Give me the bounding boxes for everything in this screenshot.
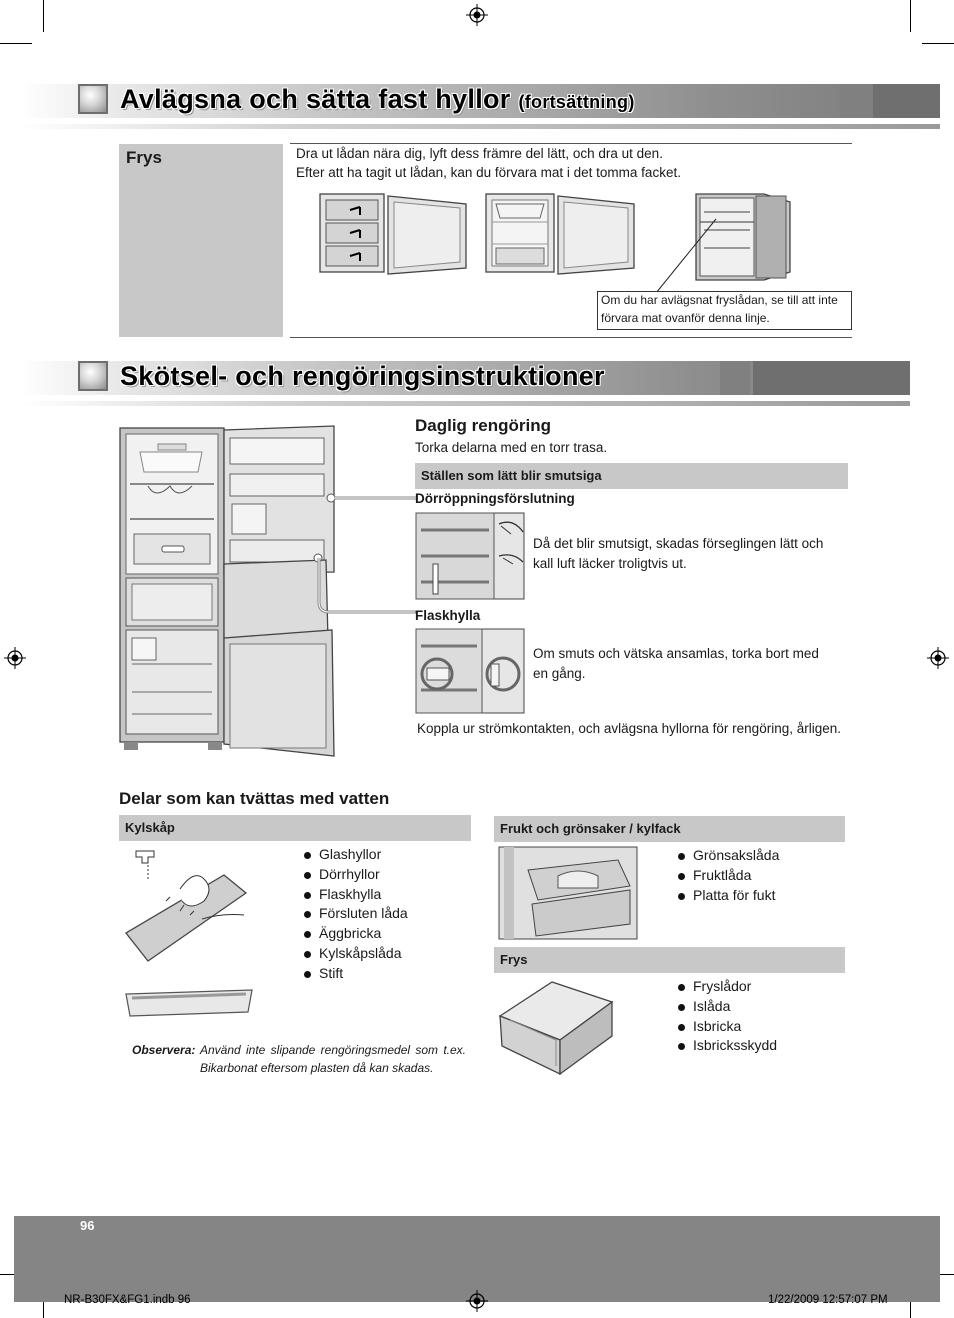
list-item: Försluten låda	[302, 904, 408, 924]
frukt-list	[676, 846, 779, 905]
note-text: Bikarbonat eftersom plasten då kan skadas.	[200, 1061, 434, 1075]
kylskap-list	[302, 845, 408, 984]
frys-label-box	[119, 144, 283, 337]
print-slug-left: NR-B30FX&FG1.indb 96	[64, 1294, 191, 1306]
door-shelf-illustration	[124, 986, 254, 1020]
list-item: Isbricka	[676, 1017, 777, 1037]
daily-cleaning-heading: Daglig rengöring	[415, 416, 551, 435]
fridge-open-illustration	[118, 424, 338, 760]
callout-text: Om du har avlägsnat fryslådan, se till att inte	[601, 293, 838, 307]
list-item: Dörrhyllor	[302, 865, 408, 885]
list-item: Fryslådor	[676, 977, 777, 997]
frukt-bar: Frukt och grönsaker / kylfack	[494, 816, 845, 842]
registration-mark-icon	[927, 647, 949, 669]
divider	[290, 337, 852, 338]
section-header-rule	[20, 401, 910, 406]
list-item: Äggbricka	[302, 924, 408, 944]
door-seal-text: Då det blir smutsigt, skadas förseglingen lätt och	[533, 536, 824, 551]
bottle-shelf-text: Om smuts och vätska ansamlas, torka bort med	[533, 646, 819, 661]
list-item: Islåda	[676, 997, 777, 1017]
kylskap-bar: Kylskåp	[119, 815, 471, 841]
leader-line	[315, 556, 415, 616]
washable-parts-heading: Delar som kan tvättas med vatten	[119, 789, 390, 808]
note-text: Använd inte slipande rengöringsmedel som t.ex.	[200, 1043, 466, 1057]
list-item: Isbricksskydd	[676, 1036, 777, 1056]
dirty-spots-bar: Ställen som lätt blir smutsiga	[415, 463, 848, 489]
door-seal-illustration	[415, 512, 525, 600]
yearly-cleaning-text: Koppla ur strömkontakten, och avlägsna hyllorna för rengöring, årligen.	[417, 721, 841, 736]
daily-cleaning-intro: Torka delarna med en torr trasa.	[415, 440, 608, 455]
list-item: Fruktlåda	[676, 866, 779, 886]
washing-shelf-illustration	[124, 845, 248, 969]
callout-text: förvara mat ovanför denna linje.	[601, 311, 770, 325]
bottle-shelf-text: en gång.	[533, 666, 586, 681]
list-item: Kylskåpslåda	[302, 944, 408, 964]
section-title: Skötsel- och rengöringsinstruktioner	[120, 361, 605, 391]
freezer-drawer-illustration	[498, 980, 614, 1076]
door-seal-text: kall luft läcker troligtvis ut.	[533, 556, 687, 571]
note-label: Observera:	[132, 1043, 196, 1057]
section-title: Avlägsna och sätta fast hyllor (fortsättning)	[120, 84, 635, 114]
registration-mark-icon	[466, 1290, 488, 1312]
frys-label: Frys	[126, 148, 162, 167]
vegetable-drawer-illustration	[498, 846, 638, 940]
page-number: 96	[80, 1218, 95, 1233]
section-bullet-icon	[78, 361, 108, 391]
list-item: Flaskhylla	[302, 885, 408, 905]
bottle-shelf-illustration	[415, 628, 525, 714]
bottle-shelf-title: Flaskhylla	[415, 608, 481, 623]
instruction-text: Efter att ha tagit ut lådan, kan du förvara mat i det tomma facket.	[296, 165, 681, 180]
section-bullet-icon	[78, 84, 108, 114]
frys-list	[676, 977, 777, 1056]
frys-bar: Frys	[494, 947, 845, 973]
callout-leader-line	[650, 215, 730, 295]
registration-mark-icon	[4, 647, 26, 669]
list-item: Glashyllor	[302, 845, 408, 865]
print-slug-right: 1/22/2009 12:57:07 PM	[768, 1294, 888, 1306]
instruction-text: Dra ut lådan nära dig, lyft dess främre del lätt, och dra ut den.	[296, 146, 663, 161]
section-header-rule	[20, 124, 940, 129]
crop-mark	[910, 0, 911, 32]
crop-mark	[43, 0, 44, 32]
door-seal-title: Dörröppningsförslutning	[415, 491, 575, 506]
freezer-drawers-illustration	[318, 192, 470, 276]
freezer-empty-illustration	[484, 192, 636, 276]
crop-mark	[0, 43, 32, 44]
list-item: Stift	[302, 964, 408, 984]
registration-mark-icon	[466, 4, 488, 26]
list-item: Platta för fukt	[676, 886, 779, 906]
crop-mark	[922, 43, 954, 44]
list-item: Grönsakslåda	[676, 846, 779, 866]
